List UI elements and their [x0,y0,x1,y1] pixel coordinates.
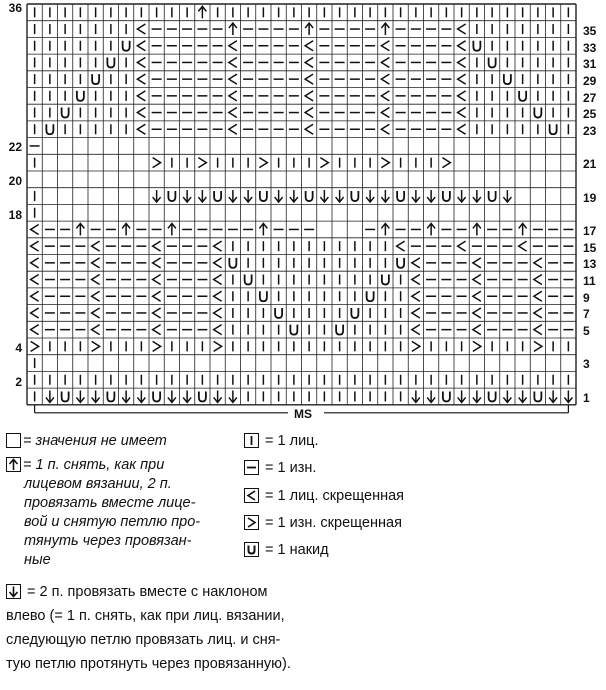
up-arrow-icon [6,457,21,472]
chart-cell [92,308,100,318]
chart-cell [153,241,161,251]
chart-cell [31,291,39,301]
legend-yo: = 1 накид [244,541,329,560]
legend-knit: = 1 лиц. [244,432,319,451]
chart-cell [381,74,389,84]
chart-cell [503,190,511,202]
row-label-23: 23 [583,124,597,138]
chart-cell [305,108,313,118]
chart-cell [229,390,237,402]
chart-cell [534,391,541,401]
purl-icon [244,460,259,475]
chart-cell [214,308,222,318]
chart-cell [550,124,557,134]
row-label-4: 4 [15,341,22,355]
row-label-22: 22 [8,140,22,154]
chart-cell [367,291,374,301]
chart-cell [214,258,222,268]
chart-cell [107,57,114,67]
chart-cell [229,23,237,35]
row-label-15: 15 [583,241,597,255]
chart-cell [62,391,69,401]
chart-cell [473,341,481,351]
chart-cell [381,23,389,35]
chart-cell [305,57,313,67]
chart-cell [458,241,466,251]
row-label-1: 1 [583,391,590,405]
chart-cell [381,223,389,235]
row-label-33: 33 [583,41,597,55]
chart-cell [137,108,145,118]
chart-cell [504,74,511,84]
chart-cell [443,191,450,201]
legend-empty: = значения не имеет [6,432,167,451]
chart-cell [76,223,84,235]
chart-cell [76,390,84,402]
row-label-36: 36 [8,1,22,15]
chart-cell [427,190,435,202]
chart-cell [31,325,39,335]
chart-cell [46,390,54,402]
row-label-31: 31 [583,57,597,71]
row-label-17: 17 [583,224,597,238]
chart-cell [489,191,496,201]
chart-cell [229,108,237,118]
chart-cell [458,190,466,202]
chart-cell [137,91,145,101]
chart-cell [366,190,374,202]
chart-cell [229,74,237,84]
chart-cell [412,190,420,202]
knit-icon [244,433,259,448]
chart-cell [92,341,100,351]
chart-cell [260,191,267,201]
row-label-3: 3 [583,357,590,371]
chart-cell [458,124,466,134]
chart-cell [397,191,404,201]
row-label-13: 13 [583,257,597,271]
chart-cell [46,124,53,134]
chart-cell [137,124,145,134]
chart-cell [199,391,206,401]
chart-cell [92,291,100,301]
legend-purl: = 1 изн. [244,459,316,478]
chart-cell [153,341,161,351]
chart-cell [503,390,511,402]
chart-cell [489,57,496,67]
chart-cell [534,308,542,318]
chart-cell [473,291,481,301]
chart-cell [198,6,206,18]
greater-than-icon [244,515,259,530]
chart-cell [92,275,100,285]
chart-cell [473,258,481,268]
chart-cell [107,391,114,401]
chart-cell [305,124,313,134]
chart-cell [427,390,435,402]
chart-cell [153,190,161,202]
chart-cell [427,223,435,235]
chart-cell [244,190,252,202]
chart-cell [534,291,542,301]
chart-cell [320,158,328,168]
chart-cell [397,241,405,251]
chart-cell [62,108,69,118]
chart-cell [290,190,298,202]
chart-cell [229,57,237,67]
chart-cell [305,91,313,101]
chart-cell [245,275,252,285]
chart-cell [351,308,358,318]
chart-cell [275,190,283,202]
chart-cell [336,325,343,335]
chart-cell [382,275,389,285]
chart-cell [473,325,481,335]
chart-cell [458,91,466,101]
chart-cell [214,241,222,251]
chart-cell [229,41,237,51]
chart-cell [153,291,161,301]
row-label-20: 20 [8,174,22,188]
legend-purl-tbl: = 1 изн. скрещенная [244,514,402,533]
chart-cell [198,190,206,202]
chart-cell [381,190,389,202]
row-label-21: 21 [583,157,597,171]
chart-cell [519,223,527,235]
chart-cell [275,308,282,318]
chart-cell [306,191,313,201]
chart-cell [31,224,39,234]
chart-cell [31,308,39,318]
row-label-29: 29 [583,74,597,88]
chart-cell [92,74,99,84]
chart-cell [92,258,100,268]
chart-cell [214,325,222,335]
chart-cell [534,258,542,268]
row-label-18: 18 [8,208,22,222]
chart-cell [214,341,222,351]
chart-cell [412,308,420,318]
chart-cell [214,291,222,301]
chart-cell [336,190,344,202]
chart-cell [412,390,420,402]
chart-cell [168,191,175,201]
chart-cell [122,223,130,235]
chart-cell [168,223,176,235]
chart-cell [519,390,527,402]
row-label-25: 25 [583,107,597,121]
chart-cell [458,41,466,51]
chart-cell [259,158,267,168]
chart-cell [77,91,84,101]
chart-cell [305,41,313,51]
chart-cell [290,325,297,335]
chart-cell [137,41,145,51]
row-label-11: 11 [583,274,596,288]
chart-cell [458,74,466,84]
row-label-5: 5 [583,324,590,338]
chart-cell [92,241,100,251]
chart-cell [473,308,481,318]
chart-cell [153,158,161,168]
chart-cell [412,291,420,301]
chart-cell [473,223,481,235]
chart-cell [320,190,328,202]
row-label-19: 19 [583,191,597,205]
chart-cell [123,41,130,51]
yarn-over-icon [244,542,259,557]
chart-cell [183,390,191,402]
chart-cell [260,291,267,301]
chart-cell [534,341,542,351]
less-than-icon [244,488,259,503]
row-label-27: 27 [583,91,597,105]
chart-cell [259,223,267,235]
row-label-2: 2 [15,375,22,389]
chart-cell [137,24,145,34]
chart-cell [229,124,237,134]
chart-cell [458,108,466,118]
chart-cell [473,390,481,402]
chart-cell [31,258,39,268]
legend-knit-tbl: = 1 лиц. скрещенная [244,487,404,506]
chart-cell [153,258,161,268]
chart-cell [458,390,466,402]
chart-cell [305,23,313,35]
chart-cell [397,258,404,268]
row-label-35: 35 [583,24,597,38]
chart-cell [153,325,161,335]
chart-cell [198,158,206,168]
chart-cell [214,390,222,402]
chart-cell [564,390,572,402]
chart-cell [214,191,221,201]
row-label-7: 7 [583,307,590,321]
chart-cell [214,275,222,285]
legend-k2tog: = 1 п. снять, как при лицевом вязании, 2 п. провязать вместе лице- вой и снятую петлю про- тянуть через провязан- ные [6,456,236,570]
chart-cell [229,258,236,268]
chart-cell [443,391,450,401]
chart-cell [153,391,160,401]
chart-cell [137,74,145,84]
chart-cell [534,275,542,285]
chart-cell [137,57,145,67]
chart-cell [473,190,481,202]
chart-cell [473,41,480,51]
chart-cell [534,325,542,335]
ms-label: MS [294,407,312,421]
chart-cell [381,158,389,168]
chart-cell [412,341,420,351]
chart-cell [92,390,100,402]
chart-cell [381,91,389,101]
legend-dec-left: = 2 п. провязать вместе с наклоном влево (= 1 п. снять, как при лиц. вязании, следующую петлю провязать лиц. и сня- тую петлю протянуть через провязанную). [6,584,291,672]
chart-cell [168,390,176,402]
chart-cell [381,124,389,134]
chart-cell [549,390,557,402]
row-label-9: 9 [583,291,590,305]
chart-cell [31,341,39,351]
chart-cell [534,108,541,118]
chart-cell [229,190,237,202]
chart-cell [412,275,420,285]
chart-cell [229,91,237,101]
chart-cell [153,275,161,285]
chart-cell [489,391,496,401]
chart-cell [153,308,161,318]
chart-cell [31,241,39,251]
chart-cell [305,74,313,84]
chart-cell [351,191,358,201]
chart-cell [381,108,389,118]
chart-cell [519,91,526,101]
chart-cell [183,190,191,202]
chart-cell [473,275,481,285]
chart-cell [458,24,466,34]
chart-cell [31,275,39,285]
chart-cell [412,258,420,268]
chart-cell [412,325,420,335]
chart-cell [92,325,100,335]
empty-box-icon [6,433,21,448]
chart-cell [458,57,466,67]
chart-cell [442,158,450,168]
chart-cell [137,390,145,402]
chart-cell [381,41,389,51]
down-arrow-icon [6,584,21,599]
chart-cell [122,390,130,402]
chart-cell [381,57,389,67]
chart-cell [519,241,527,251]
